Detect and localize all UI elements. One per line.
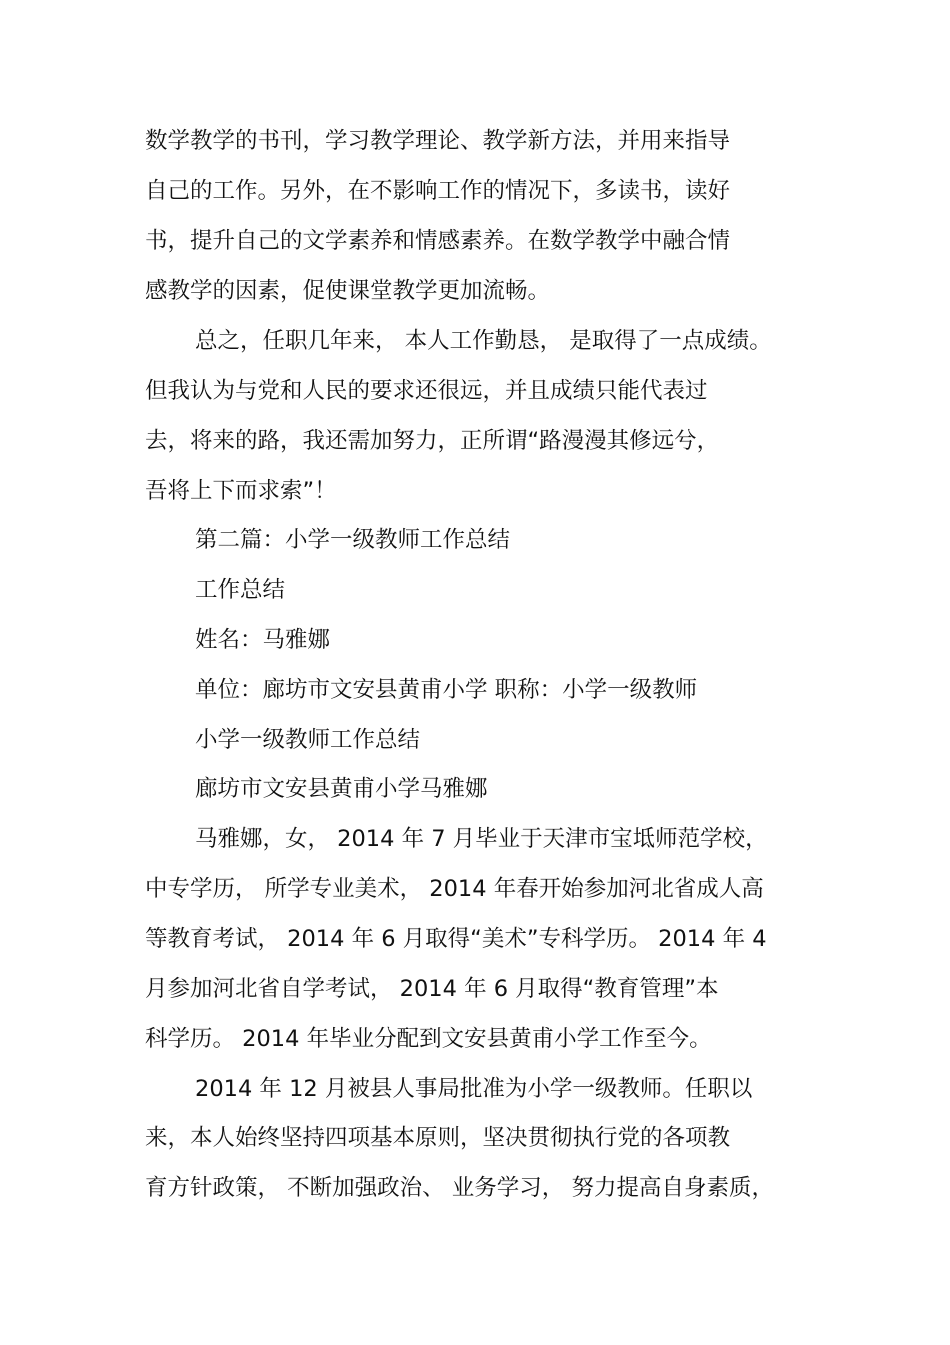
text-line: 去，将来的路，我还需加努力，正所谓“路漫漫其修远兮， xyxy=(145,428,720,454)
text-line: 科学历。 2014 年毕业分配到文安县黄甫小学工作至今。 xyxy=(145,1026,712,1052)
text-line: 书，提升自己的文学素养和情感素养。在数学教学中融合情 xyxy=(145,228,731,254)
text-line: 吾将上下而求索”！ xyxy=(145,478,337,504)
author-unit: 单位：廊坊市文安县黄甫小学 职称：小学一级教师 xyxy=(195,677,698,703)
author-affiliation: 廊坊市文安县黄甫小学马雅娜 xyxy=(195,776,488,802)
report-subtitle: 小学一级教师工作总结 xyxy=(195,727,421,753)
text-line: 自己的工作。另外，在不影响工作的情况下，多读书，读好 xyxy=(145,178,731,204)
section-heading: 第二篇：小学一级教师工作总结 xyxy=(195,527,511,553)
text-line: 中专学历， 所学专业美术， 2014 年春开始参加河北省成人高 xyxy=(145,876,764,902)
text-line: 但我认为与党和人民的要求还很远，并且成绩只能代表过 xyxy=(145,378,708,404)
author-name: 姓名：马雅娜 xyxy=(195,627,331,653)
text-line: 马雅娜，女， 2014 年 7 月毕业于天津市宝坻师范学校， xyxy=(195,826,768,852)
text-line: 等教育考试， 2014 年 6 月取得“美术”专科学历。 2014 年 4 xyxy=(145,926,767,952)
text-line: 2014 年 12 月被县人事局批准为小学一级教师。任职以 xyxy=(195,1076,753,1102)
text-line: 数学教学的书刊，学习教学理论、教学新方法，并用来指导 xyxy=(145,128,731,154)
report-title: 工作总结 xyxy=(195,577,286,603)
text-line: 来，本人始终坚持四项基本原则，坚决贯彻执行党的各项教 xyxy=(145,1125,731,1151)
text-line: 月参加河北省自学考试， 2014 年 6 月取得“教育管理”本 xyxy=(145,976,719,1002)
text-line: 育方针政策， 不断加强政治、 业务学习， 努力提高自身素质， xyxy=(145,1175,774,1201)
text-line: 总之，任职几年来， 本人工作勤恳， 是取得了一点成绩。 xyxy=(195,328,772,354)
text-line: 感教学的因素，促使课堂教学更加流畅。 xyxy=(145,278,551,304)
